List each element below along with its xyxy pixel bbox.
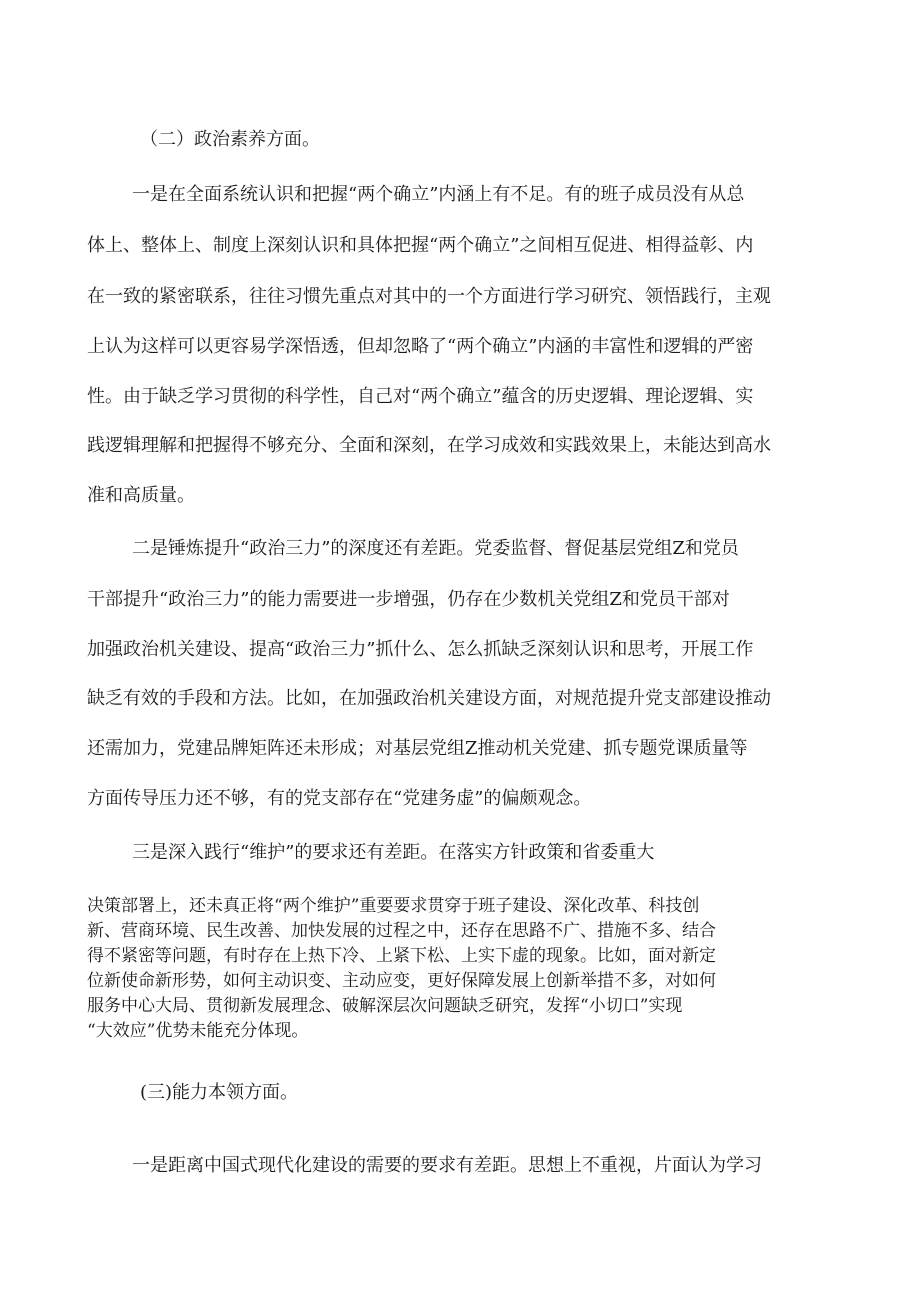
- section-heading: (三)能力本领方面。: [140, 1082, 299, 1103]
- paragraph-line: 位新使命新形势，如何主动识变、主动应变，更好保障发展上创新举措不多，对如何: [87, 971, 716, 991]
- paragraph-line: “大效应”优势未能充分体现。: [87, 1021, 309, 1041]
- paragraph-line: 二是锤炼提升“政治三力”的深度还有差距。党委监督、督促基层党组Z和党员: [132, 538, 739, 559]
- paragraph-line: 体上、整体上、制度上深刻认识和具体把握“两个确立”之间相互促进、相得益彰、内: [87, 235, 754, 256]
- paragraph-line: 还需加力，党建品牌矩阵还未形成；对基层党组Z推动机关党建、抓专题党课质量等: [87, 738, 748, 759]
- paragraph-line: 三是深入践行“维护”的要求还有差距。在落实方针政策和省委重大: [132, 842, 655, 863]
- paragraph-line: 一是距离中国式现代化建设的需要的要求有差距。思想上不重视，片面认为学习: [132, 1155, 762, 1176]
- paragraph-line: 加强政治机关建设、提高“政治三力”抓什么、怎么抓缺乏深刻认识和思考，开展工作: [87, 639, 754, 660]
- section-heading: （二）政治素养方面。: [140, 129, 320, 150]
- paragraph-line: 决策部署上，还未真正将“两个维护”重要要求贯穿于班子建设、深化改革、科技创: [87, 896, 700, 916]
- paragraph-line: 上认为这样可以更容易学深悟透，但却忽略了“两个确立”内涵的丰富性和逻辑的严密: [87, 336, 754, 357]
- paragraph-line: 准和高质量。: [87, 485, 195, 506]
- paragraph-line: 干部提升“政治三力”的能力需要进一步增强，仍存在少数机关党组Z和党员干部对: [87, 589, 730, 610]
- paragraph-line: 一是在全面系统认识和把握“两个确立”内涵上有不足。有的班子成员没有从总: [132, 184, 745, 205]
- paragraph-line: 得不紧密等问题，有时存在上热下冷、上紧下松、上实下虚的现象。比如，面对新定: [87, 946, 716, 966]
- paragraph-line: 缺乏有效的手段和方法。比如，在加强政治机关建设方面，对规范提升党支部建设推动: [87, 688, 771, 709]
- paragraph-line: 在一致的紧密联系，往往习惯先重点对其中的一个方面进行学习研究、领悟践行，主观: [87, 286, 771, 307]
- paragraph-line: 性。由于缺乏学习贯彻的科学性，自己对“两个确立”蕴含的历史逻辑、理论逻辑、实: [87, 386, 754, 407]
- paragraph-line: 新、营商环境、民生改善、加快发展的过程之中，还存在思路不广、措施不多、结合: [87, 921, 716, 941]
- paragraph-line: 践逻辑理解和把握得不够充分、全面和深刻，在学习成效和实践效果上，未能达到高水: [87, 435, 771, 456]
- paragraph-line: 方面传导压力还不够，有的党支部存在“党建务虚”的偏颇观念。: [87, 788, 592, 809]
- paragraph-line: 服务中心大局、贯彻新发展理念、破解深层次问题缺乏研究，发挥“小切口”实现: [87, 996, 683, 1016]
